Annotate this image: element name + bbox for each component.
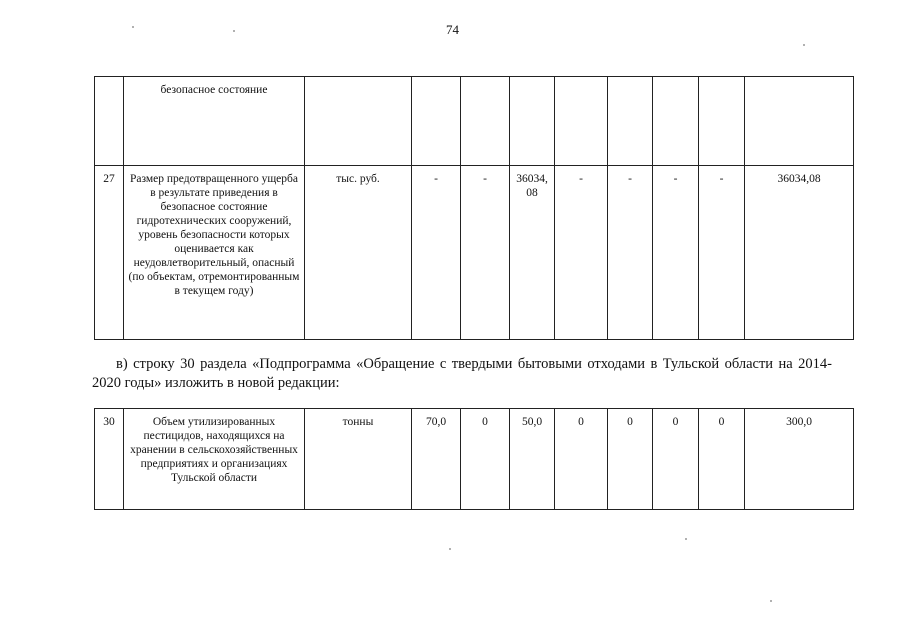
value-cell: - [461, 166, 510, 340]
value-cell: 0 [461, 409, 510, 510]
value-cell [608, 77, 653, 166]
row-number-cell: 27 [95, 166, 124, 340]
amendment-paragraph: в) строку 30 раздела «Подпрограмма «Обращение с твердыми бытовыми отходами в Тульской области на 2014-2020 годы» изложить в новой редакции: [92, 356, 832, 391]
value-cell [555, 77, 608, 166]
value-cell: - [653, 166, 699, 340]
value-cell [699, 77, 745, 166]
value-cell [510, 77, 555, 166]
value-cell: 0 [608, 409, 653, 510]
indicator-name-cell: безопасное состояние [124, 77, 305, 166]
scan-speck [770, 600, 772, 602]
indicator-name-cell: Размер предотвращенного ущерба в результате приведения в безопасное состояние гидротехнических сооружений, уровень безопасности которых оценивается как неудовлетворительный, опасный (по объектам, отремонтированным в текущем году) [124, 166, 305, 340]
table-row [95, 166, 854, 340]
total-cell [745, 77, 854, 166]
unit-cell [305, 77, 412, 166]
scan-speck [233, 30, 235, 32]
scan-speck [449, 548, 451, 550]
page-number: 74 [446, 22, 459, 37]
value-cell: - [699, 166, 745, 340]
value-cell: 70,0 [412, 409, 461, 510]
table-row [95, 409, 854, 510]
table-row [95, 77, 854, 166]
row-number-cell: 30 [95, 409, 124, 510]
value-cell: - [555, 166, 608, 340]
value-cell [461, 77, 510, 166]
total-cell: 300,0 [745, 409, 854, 510]
total-cell: 36034,08 [745, 166, 854, 340]
indicator-name-cell: Объем утилизированных пестицидов, находящихся на хранении в сельскохозяйственных предприятиях и организациях Тульской области [124, 409, 305, 510]
value-cell: - [608, 166, 653, 340]
value-cell: 36034, 08 [510, 166, 555, 340]
value-cell: 50,0 [510, 409, 555, 510]
value-cell: 0 [555, 409, 608, 510]
indicators-table-continuation [94, 76, 854, 340]
unit-cell: тонны [305, 409, 412, 510]
unit-cell: тыс. руб. [305, 166, 412, 340]
row-number-cell [95, 77, 124, 166]
value-cell: - [412, 166, 461, 340]
scan-speck [685, 538, 687, 540]
scan-speck [803, 44, 805, 46]
value-cell: 0 [699, 409, 745, 510]
value-cell: 0 [653, 409, 699, 510]
value-cell [653, 77, 699, 166]
scan-speck [132, 26, 134, 28]
indicators-table-row-30 [94, 408, 854, 510]
value-cell [412, 77, 461, 166]
